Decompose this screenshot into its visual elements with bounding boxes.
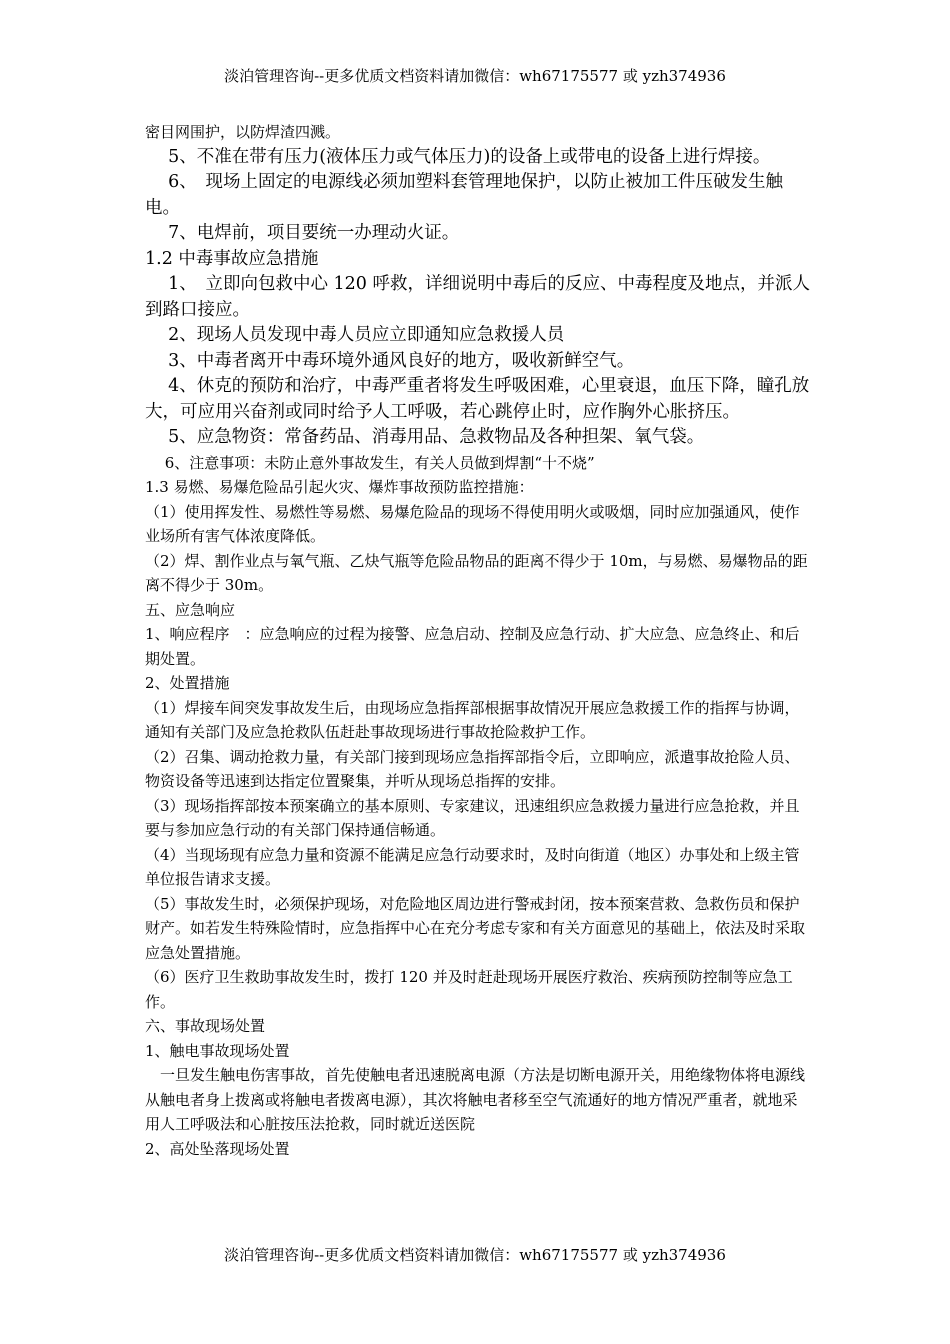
paragraph-precautions: 6、注意事项：未防止意外事故发生，有关人员做到焊割“十不烧” [145,453,595,472]
paragraph-shock-treatment: 4、休克的预防和治疗，中毒严重者将发生呼吸困难，心里衰退，血压下降，瞳孔放大，可应用兴奋剂或同时给予人工呼吸，若心跳停止时，应作胸外心胀挤压。 [145,376,810,422]
paragraph-power-cable-protection: 6、 现场上固定的电源线必须加塑料套管理地保护，以防止被加工件压破发生触电。 [145,172,783,218]
paragraph-measure-3: （3）现场指挥部按本预案确立的基本原则、专家建议，迅速组织应急救援力量进行应急抢救，并且要与参加应急行动的有关部门保持通信畅通。 [145,796,800,839]
paragraph-cylinder-distance: （2）焊、割作业点与氧气瓶、乙炔气瓶等危险品物品的距离不得少于 10m，与易燃、易爆物品的距离不得少于 30m。 [145,551,808,594]
paragraph-measure-1: （1）焊接车间突发事故发生后，由现场应急指挥部根据事故情况开展应急救援工作的指挥与协调，通知有关部门及应急抢救队伍赶赴事故现场进行事故抢险救护工作。 [145,698,800,741]
paragraph-fire-permit: 7、电焊前，项目要统一办理动火证。 [145,223,460,243]
paragraph-call-120: 1、 立即向包救中心 120 呼救，详细说明中毒后的反应、中毒程度及地点，并派人到路口接应。 [145,274,810,320]
paragraph-fresh-air: 3、中毒者离开中毒环境外通风良好的地方，吸收新鲜空气。 [145,350,635,371]
paragraph-measure-4: （4）当现场现有应急力量和资源不能满足应急行动要求时，及时向街道（地区）办事处和上级主管单位报告请求支援。 [145,845,800,888]
paragraph-ventilation: （1）使用挥发性、易燃性等易燃、易爆危险品的现场不得使用明火或吸烟，同时应加强通风，使作业场所有害气体浓度降低。 [145,502,800,545]
page-header: 淡泊管理咨询--更多优质文档资料请加微信：wh67175577 或 yzh374936 [224,67,726,85]
section-heading-fire-explosion: 1.3 易燃、易爆危险品引起火灾、爆炸事故预防监控措施： [145,478,534,496]
paragraph-electric-shock-handling: 一旦发生触电伤害事故，首先使触电者迅速脱离电源（方法是切断电源开关，用绝缘物体将电源线从触电者身上拨离或将触电者拨离电源），其次将触电者移至空气流通好的地方情况严重者，就地采用人工呼吸法和心脏按压法抢救，同时就近送医院 [145,1066,806,1133]
paragraph-measure-6: （6）医疗卫生救助事故发生时，拨打 120 并及时赶赴现场开展医疗救治、疾病预防控制等应急工作。 [145,968,793,1011]
section-heading-emergency-response: 五、应急响应 [145,600,236,619]
section-heading-poisoning: 1.2 中毒事故应急措施 [145,248,319,269]
document-body [145,120,810,1161]
section-heading-site-handling: 六、事故现场处置 [145,1017,266,1035]
subheading-electric-shock: 1、触电事故现场处置 [145,1041,290,1060]
page-footer: 淡泊管理咨询--更多优质文档资料请加微信：wh67175577 或 yzh374936 [224,1246,726,1264]
paragraph-mesh-guard: 密目网围护，以防焊渣四溅。 [145,123,341,141]
paragraph-no-pressure-welding: 5、不准在带有压力(液体压力或气体压力)的设备上或带电的设备上进行焊接。 [145,146,771,167]
subheading-fall-from-height: 2、高处坠落现场处置 [145,1139,290,1158]
paragraph-emergency-supplies: 5、应急物资：常备药品、消毒用品、急救物品及各种担架、氧气袋。 [145,427,705,447]
paragraph-measure-5: （5）事故发生时，必须保护现场，对危险地区周边进行警戒封闭，按本预案营救、急救伤员和保护财产。如若发生特殊险情时，应急指挥中心在充分考虑专家和有关方面意见的基础上，依法及时采取应急处置措施。 [145,894,806,962]
paragraph-response-procedure: 1、响应程序 ：应急响应的过程为接警、应急启动、控制及应急行动、扩大应急、应急终止、和后期处置。 [145,625,800,668]
paragraph-measure-2: （2）召集、调动抢救力量，有关部门接到现场应急指挥部指令后，立即响应，派遣事故抢险人员、物资设备等迅速到达指定位置聚集，并听从现场总指挥的安排。 [145,747,800,790]
subheading-handling-measures: 2、处置措施 [145,674,230,692]
paragraph-notify-rescue: 2、现场人员发现中毒人员应立即通知应急救援人员 [145,325,565,345]
